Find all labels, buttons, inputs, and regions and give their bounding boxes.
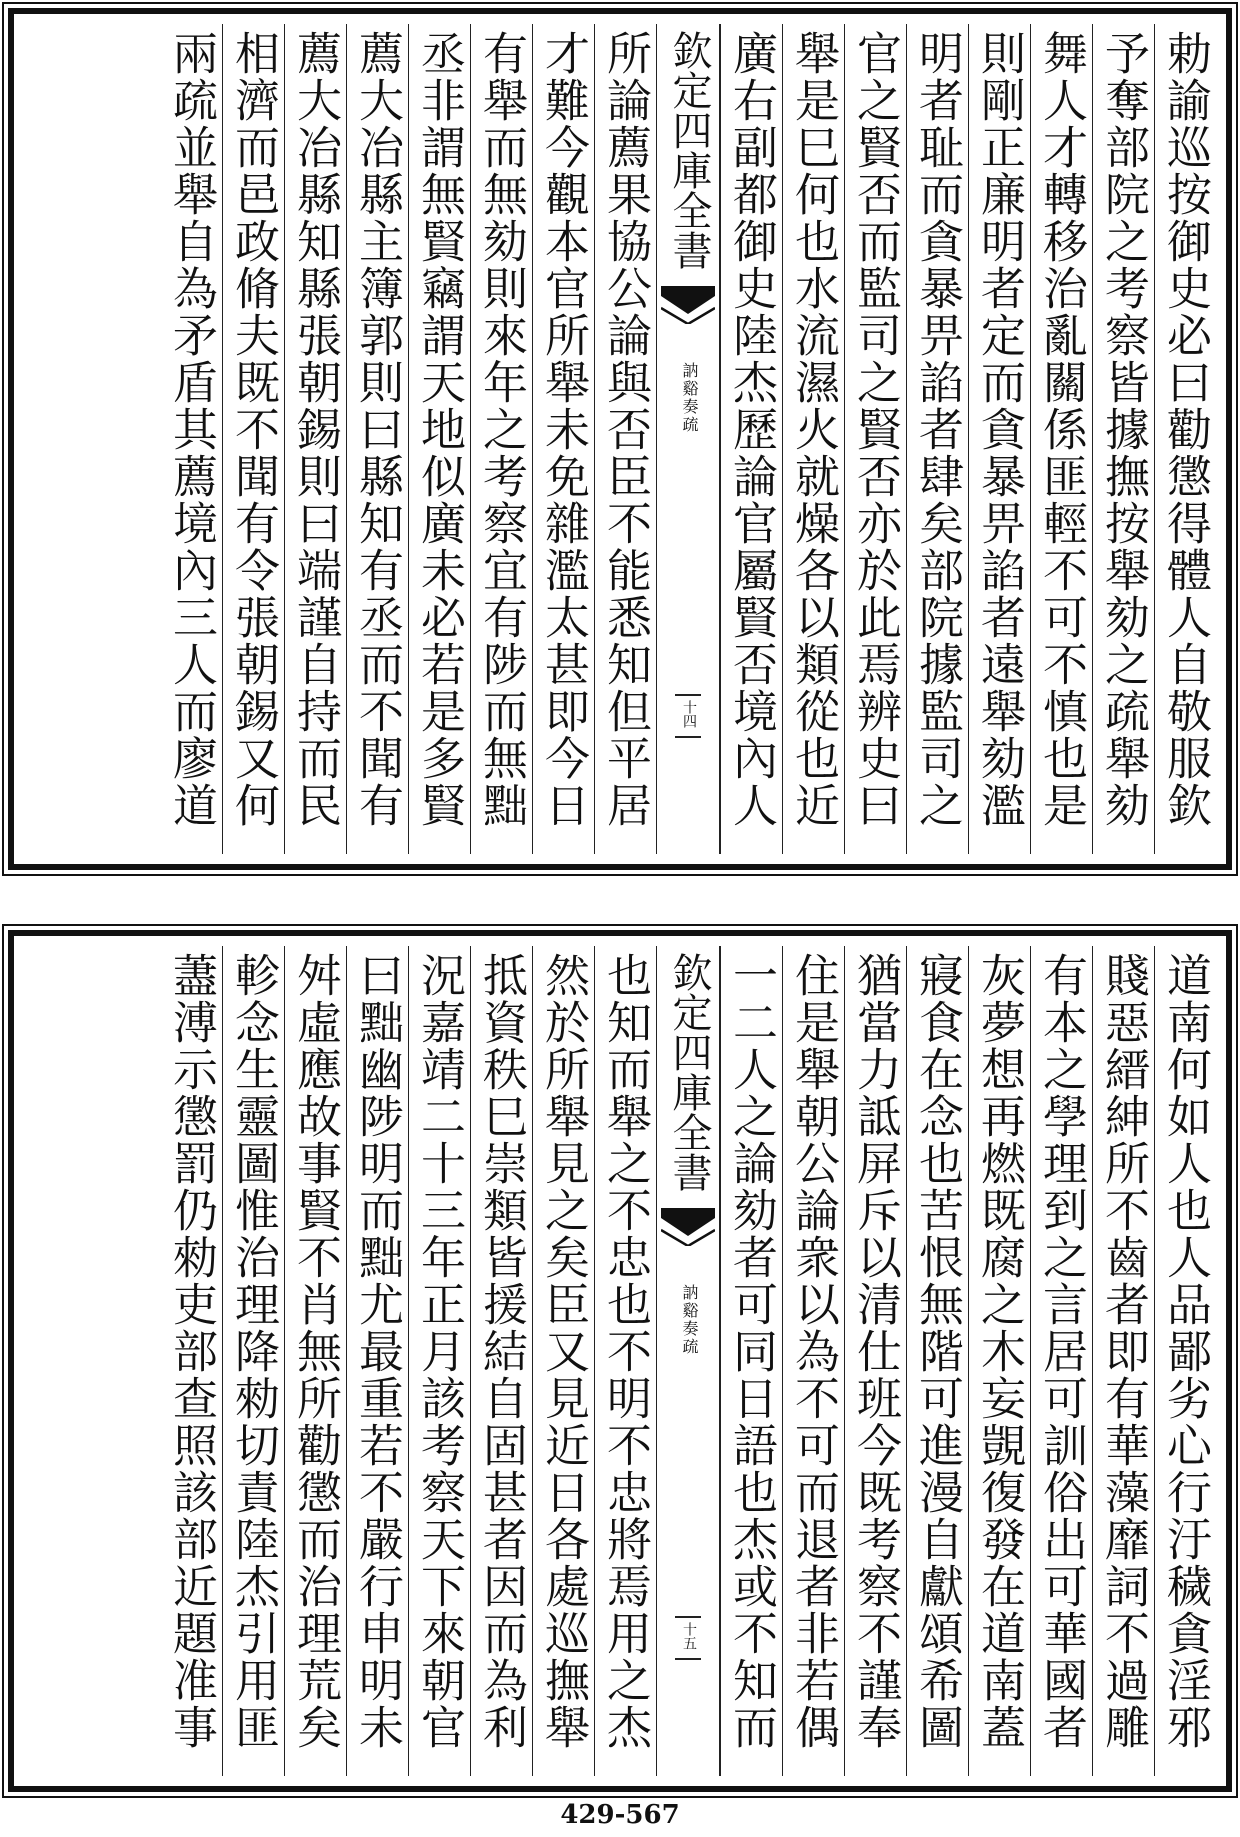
text-column: 兩疏並舉自為矛盾其薦境內三人而廖道 <box>165 30 218 829</box>
folio-tick <box>675 694 701 696</box>
text-column: 一二人之論劾者可同日語也杰或不知而 <box>720 946 782 1776</box>
text-column: 也知而舉之不忠也不明不忠將焉用之杰 <box>594 946 656 1776</box>
text-column: 丞非謂無賢竊謂天地似廣未必若是多賢 <box>408 24 470 854</box>
text-column: 軫念生靈圖惟治理降勑切責陸杰引用匪 <box>222 946 284 1776</box>
folio-tick <box>675 1658 701 1660</box>
text-column: 抵資秩巳崇類皆援結自固甚者因而為利 <box>470 946 532 1776</box>
page-number: 429-567 <box>560 1800 680 1830</box>
text-column: 灰夢想再燃既腐之木妄覬復發在道南蓋 <box>968 946 1030 1776</box>
text-column: 才難今觀本官所舉未免雜濫太甚即今日 <box>532 24 594 854</box>
folio-number: 十四 <box>681 700 697 728</box>
text-column: 舉是巳何也水流濕火就燥各以類從也近 <box>782 24 844 854</box>
upper-page-panel <box>8 8 1232 870</box>
text-column: 道南何如人也人品鄙劣心行汙穢貪淫邪 <box>1154 946 1216 1776</box>
text-column: 所論薦果協公論與否臣不能悉知但平居 <box>594 24 656 854</box>
library-title: 欽定四庫全書 <box>666 30 712 270</box>
text-column: 明者耻而貪暴畀諂者肆矣部院據監司之 <box>906 24 968 854</box>
text-column: 舞人才轉移治亂關係匪輕不可不慎也是 <box>1030 24 1092 854</box>
text-column: 勅諭巡按御史必曰勸懲得體人自敬服欽 <box>1154 24 1216 854</box>
text-column: 廣右副都御史陸杰歷論官屬賢否境內人 <box>720 24 782 854</box>
text-column: 官之賢否而監司之賢否亦於此焉辨史曰 <box>844 24 906 854</box>
folio-tick <box>675 736 701 738</box>
folio-number: 十五 <box>681 1622 697 1650</box>
text-column: 有舉而無劾則來年之考察宜有陟而無黜 <box>470 24 532 854</box>
center-gutter <box>656 946 720 1776</box>
text-column: 相濟而邑政脩夫既不聞有令張朝錫又何 <box>222 24 284 854</box>
text-column: 薦大冶縣知縣張朝錫則曰端謹自持而民 <box>284 24 346 854</box>
text-column: 則剛正廉明者定而貪暴畀諂者遠舉劾濫 <box>968 24 1030 854</box>
fish-tail-mark-icon <box>661 1208 715 1246</box>
lower-page-panel <box>8 930 1232 1792</box>
text-column: 賤惡縉紳所不齒者即有華藻靡詞不過雕 <box>1092 946 1154 1776</box>
text-column: 舛虛應故事賢不肖無所勸懲而治理荒矣 <box>284 946 346 1776</box>
fish-tail-mark-icon <box>661 286 715 324</box>
text-column: 住是舉朝公論衆以為不可而退者非若偶 <box>782 946 844 1776</box>
folio-tick <box>675 1616 701 1618</box>
lower-page-columns <box>24 946 1216 1776</box>
text-column: 有本之學理到之言居可訓俗出可華國者 <box>1030 946 1092 1776</box>
work-title: 訥谿奏疏 <box>680 362 699 434</box>
text-column: 況嘉靖二十三年正月該考察天下來朝官 <box>408 946 470 1776</box>
center-gutter <box>656 24 720 854</box>
work-title: 訥谿奏疏 <box>680 1284 699 1356</box>
upper-page-columns <box>24 24 1216 854</box>
text-column: 藎溥示懲罰仍勑吏部查照該部近題准事 <box>165 952 218 1751</box>
text-column: 薦大冶縣主簿郭則曰縣知有丞而不聞有 <box>346 24 408 854</box>
text-column: 予奪部院之考察皆據撫按舉劾之疏舉劾 <box>1092 24 1154 854</box>
library-title: 欽定四庫全書 <box>666 952 712 1192</box>
text-column: 猶當力詆屏斥以清仕班今既考察不謹奉 <box>844 946 906 1776</box>
text-column: 然於所舉見之矣臣又見近日各處巡撫舉 <box>532 946 594 1776</box>
text-column: 曰黜幽陟明而黜尤最重若不嚴行申明未 <box>346 946 408 1776</box>
text-column: 寢食在念也苦恨無階可進漫自獻頌希圖 <box>906 946 968 1776</box>
